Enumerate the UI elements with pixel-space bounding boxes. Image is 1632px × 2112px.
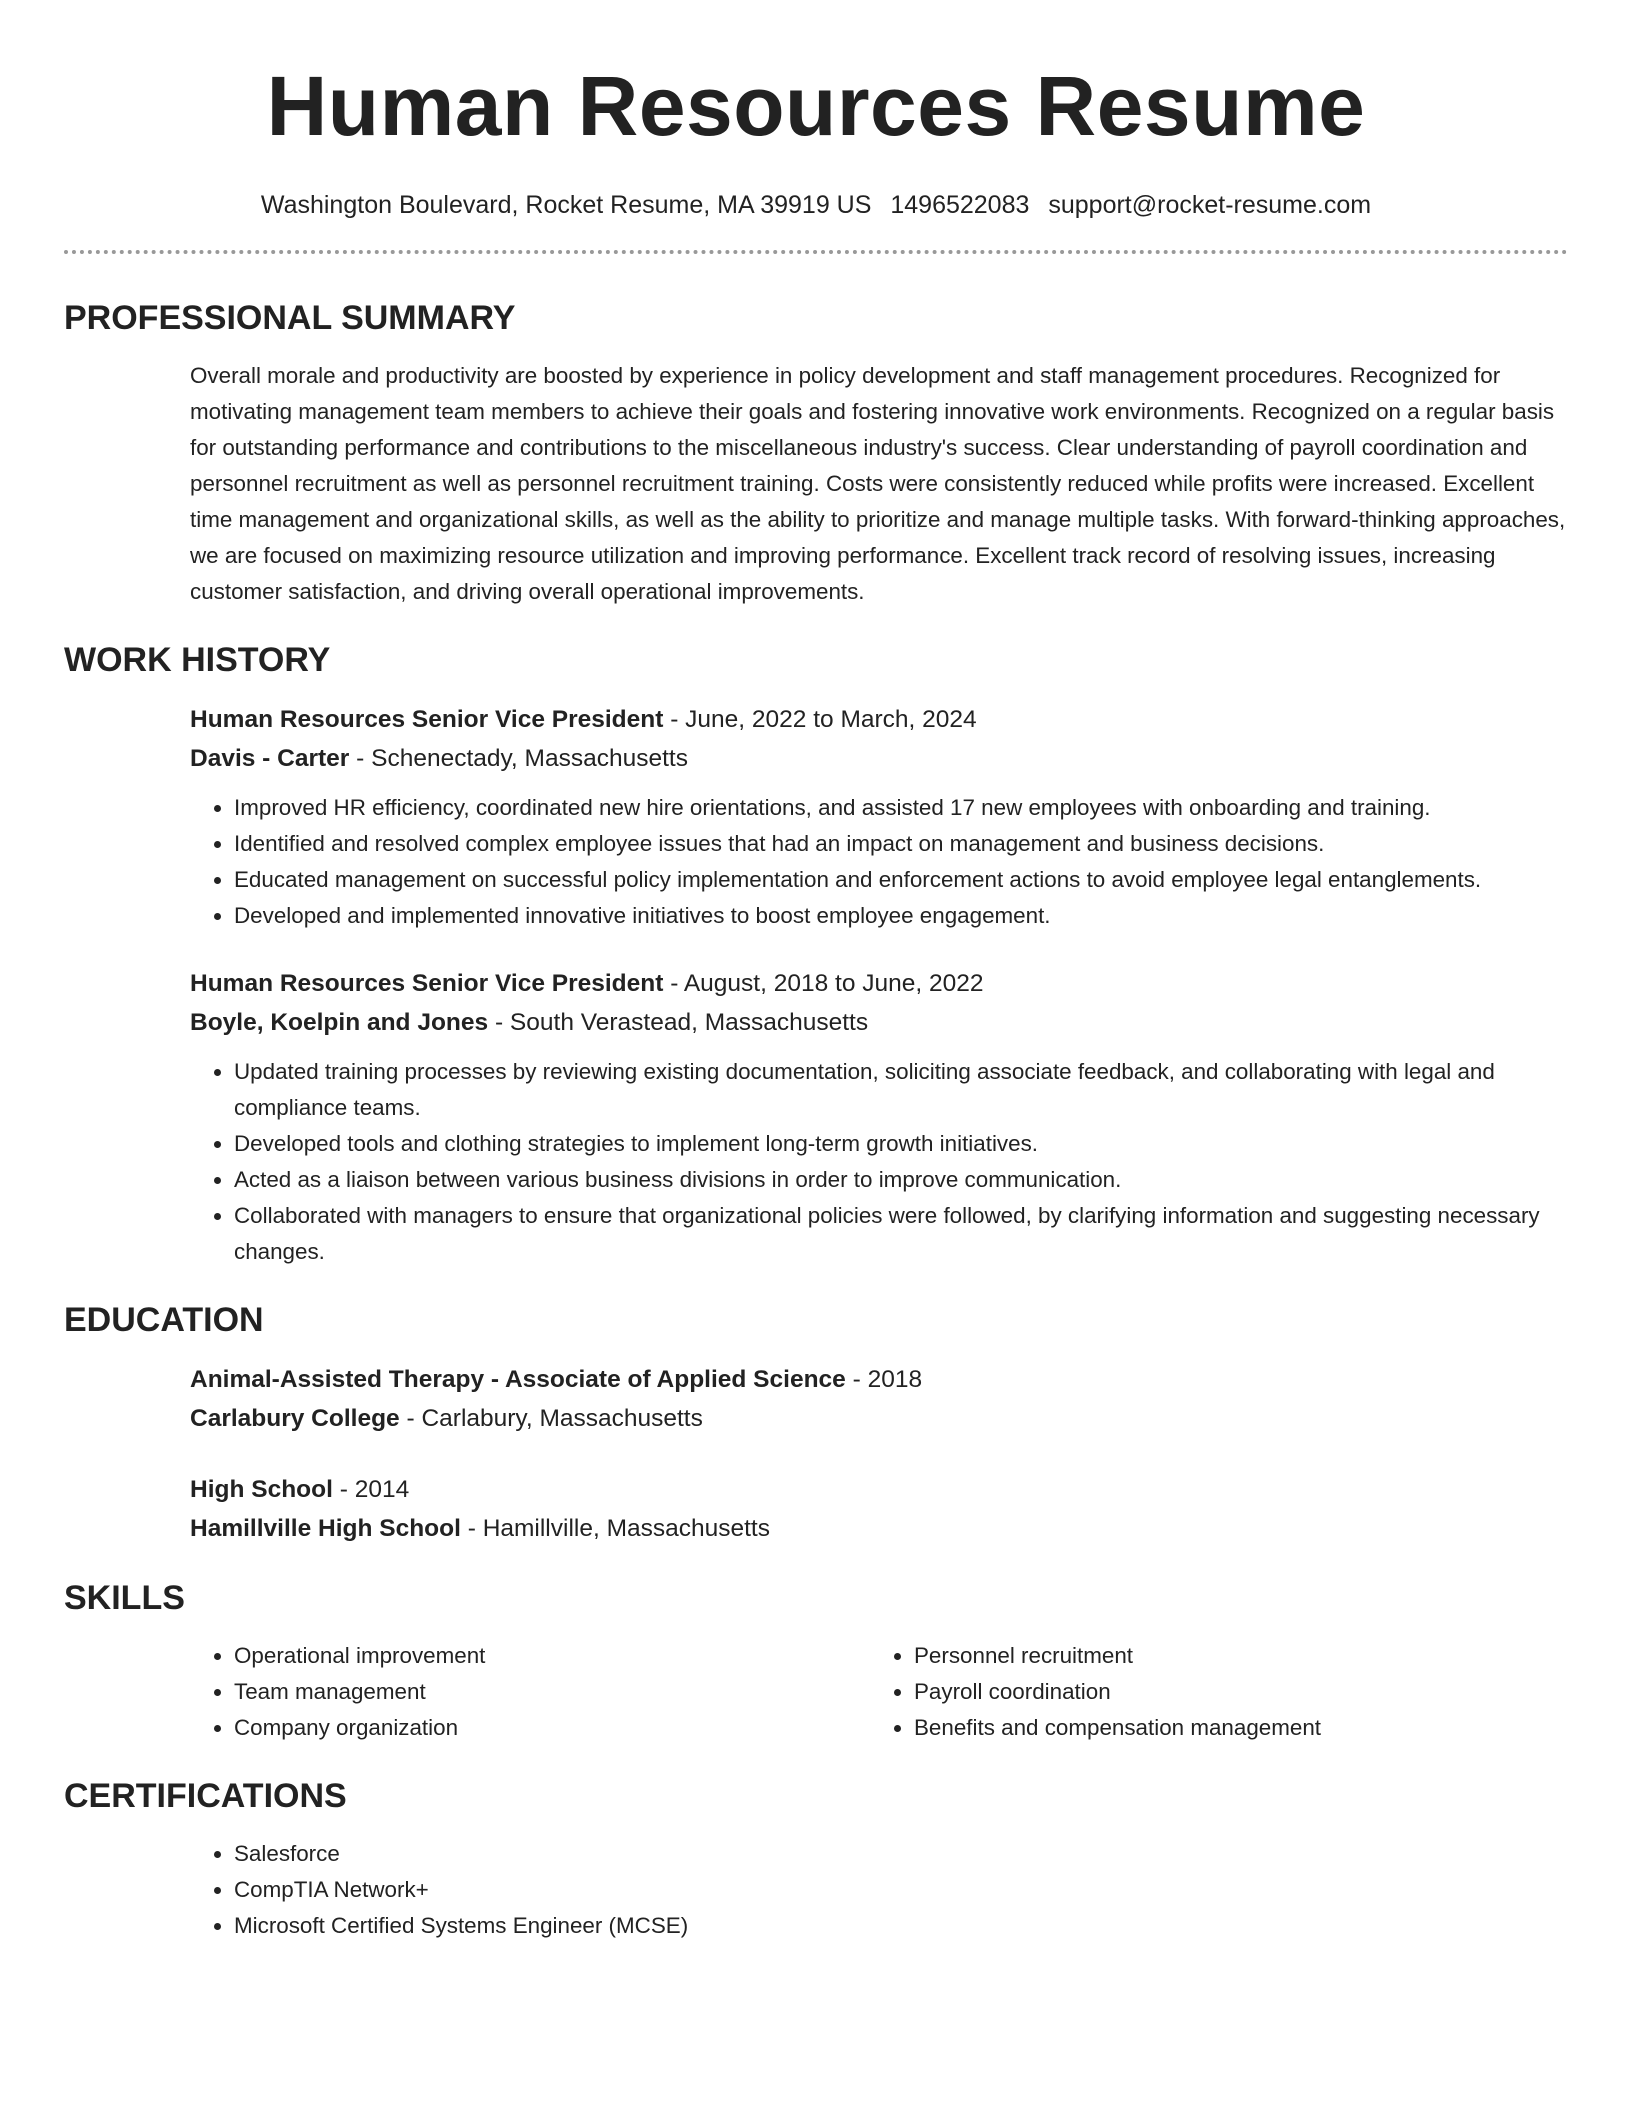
job-company-line <box>190 1003 1568 1042</box>
skill-item: • Personnel recruitment <box>914 1638 1550 1674</box>
job-role-line <box>190 700 1568 739</box>
job-company-line <box>190 739 1568 778</box>
education-school-line <box>190 1399 1568 1438</box>
job-dates: - August, 2018 to June, 2022 <box>663 970 984 997</box>
skills-title: SKILLS <box>64 1579 185 1617</box>
skill-item: • Benefits and compensation management <box>914 1710 1550 1746</box>
education-section <box>64 1300 1568 1548</box>
education-entry <box>190 1360 1568 1438</box>
contact-phone: 1496522083 <box>890 191 1030 219</box>
certifications-section <box>64 1776 1568 1944</box>
education-location: - Hamillville, Massachusetts <box>460 1515 770 1542</box>
job-bullet: • Collaborated with managers to ensure that organizational policies were followed, by clarifying information and suggesting necessary changes. <box>234 1198 1568 1270</box>
job-bullet: • Improved HR efficiency, coordinated new hire orientations, and assisted 17 new employees with onboarding and training. <box>234 790 1568 826</box>
contact-line <box>64 190 1568 220</box>
job-company: Boyle, Koelpin and Jones <box>190 1009 489 1036</box>
header-divider <box>64 250 1568 254</box>
work-title: WORK HISTORY <box>64 641 331 679</box>
job-company: Davis - Carter <box>190 745 350 772</box>
contact-email: support@rocket-resume.com <box>1048 191 1372 219</box>
skills-column-left <box>190 1638 870 1746</box>
job-location: - South Verastead, Massachusetts <box>488 1009 869 1036</box>
summary-title: PROFESSIONAL SUMMARY <box>64 299 516 337</box>
job-entry <box>190 964 1568 1270</box>
job-role: Human Resources Senior Vice President <box>190 970 664 997</box>
job-bullet: • Developed tools and clothing strategies to implement long-term growth initiatives. <box>234 1126 1568 1162</box>
skill-item: • Payroll coordination <box>914 1674 1550 1710</box>
education-school: Carlabury College <box>190 1405 400 1432</box>
education-year: - 2018 <box>845 1366 923 1393</box>
certification-item: • CompTIA Network+ <box>234 1872 1568 1908</box>
job-bullet: • Developed and implemented innovative initiatives to boost employee engagement. <box>234 898 1568 934</box>
skills-section <box>64 1578 1568 1746</box>
education-degree: Animal-Assisted Therapy - Associate of Applied Science <box>190 1366 846 1393</box>
job-role-line <box>190 964 1568 1003</box>
education-school: Hamillville High School <box>190 1515 461 1542</box>
job-bullet: • Educated management on successful policy implementation and enforcement actions to avoid employee legal entanglements. <box>234 862 1568 898</box>
education-year: - 2014 <box>332 1476 410 1503</box>
job-bullet: • Updated training processes by reviewing existing documentation, soliciting associate feedback, and collaborating with legal and compliance teams. <box>234 1054 1568 1126</box>
job-bullet: • Identified and resolved complex employee issues that had an impact on management and business decisions. <box>234 826 1568 862</box>
contact-address: Washington Boulevard, Rocket Resume, MA 39919 US <box>260 191 872 219</box>
skills-column-right <box>870 1638 1550 1746</box>
certifications-title: CERTIFICATIONS <box>64 1777 347 1815</box>
work-section <box>64 640 1568 1270</box>
job-bullets <box>190 790 1568 934</box>
education-degree: High School <box>190 1476 333 1503</box>
job-location: - Schenectady, Massachusetts <box>349 745 688 772</box>
resume-name: Human Resources Resume <box>266 59 1366 153</box>
certification-item: • Microsoft Certified Systems Engineer (MCSE) <box>234 1908 1568 1944</box>
skill-item: • Operational improvement <box>234 1638 870 1674</box>
job-role: Human Resources Senior Vice President <box>190 706 664 733</box>
education-degree-line <box>190 1360 1568 1399</box>
job-bullet: • Acted as a liaison between various business divisions in order to improve communication. <box>234 1162 1568 1198</box>
job-dates: - June, 2022 to March, 2024 <box>663 706 977 733</box>
skill-item: • Company organization <box>234 1710 870 1746</box>
education-school-line <box>190 1509 1568 1548</box>
job-entry <box>190 700 1568 934</box>
skill-item: • Team management <box>234 1674 870 1710</box>
summary-section <box>64 298 1568 610</box>
education-degree-line <box>190 1470 1568 1509</box>
job-bullets <box>190 1054 1568 1270</box>
certifications-list <box>190 1836 1568 1944</box>
certification-item: • Salesforce <box>234 1836 1568 1872</box>
education-title: EDUCATION <box>64 1301 264 1339</box>
education-location: - Carlabury, Massachusetts <box>399 1405 703 1432</box>
summary-text: Overall morale and productivity are boosted by experience in policy development and staff management procedures. Recognized for motivating management team members to achieve their goals and fostering innovative work environments. Recognized on a regular basis for outstanding performance and contributions to the miscellaneous industry's success. Clear understanding of payroll coordination and personnel recruitment as well as personnel recruitment training. Costs were consistently reduced while profits were increased. Excellent time management and organizational skills, as well as the ability to prioritize and manage multiple tasks. With forward-thinking approaches, we are focused on maximizing resource utilization and improving performance. Excellent track record of resolving issues, increasing customer satisfaction, and driving overall operational improvements. <box>190 363 1566 604</box>
education-entry <box>190 1470 1568 1548</box>
